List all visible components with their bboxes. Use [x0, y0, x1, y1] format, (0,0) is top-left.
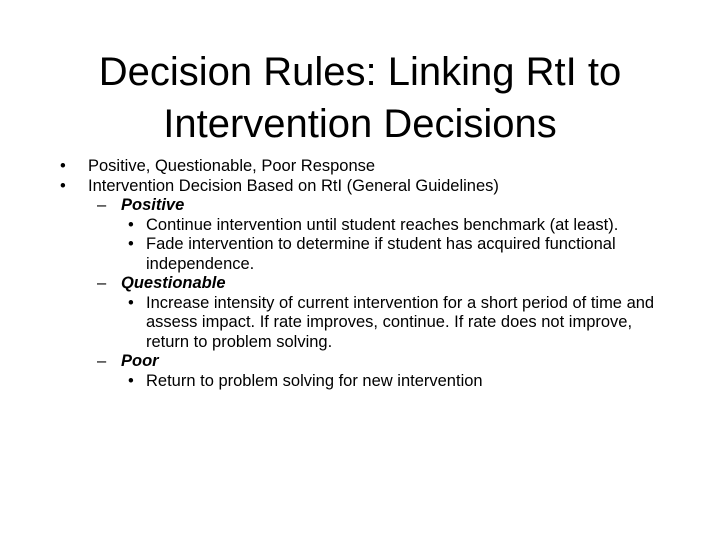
sub-bullet-item [0, 372, 666, 392]
dash-icon: – [97, 196, 107, 214]
dash-icon: – [97, 274, 107, 292]
sub-heading-label: Poor [121, 352, 159, 370]
bullet-icon: • [128, 235, 134, 253]
slide-title-line-1: Decision Rules: Linking RtI to [98, 50, 622, 94]
sub-bullet-text: Fade intervention to determine if student has acquired functional independence. [146, 235, 616, 273]
sub-bullet-text: Continue intervention until student reaches benchmark (at least). [146, 215, 619, 234]
dash-icon: – [97, 352, 107, 370]
bullet-icon: • [60, 176, 66, 195]
sub-heading-poor [0, 352, 720, 372]
bullet-item [0, 177, 720, 197]
sub-bullet-text: Return to problem solving for new intervention [146, 371, 483, 390]
sub-bullet-item [0, 294, 666, 353]
sub-bullet-item [0, 216, 666, 236]
bullet-item [0, 157, 720, 177]
slide-title [36, 46, 684, 150]
sub-heading-label: Questionable [121, 274, 226, 292]
sub-heading-positive [0, 196, 720, 216]
slide-body [0, 157, 720, 391]
sub-bullet-item [0, 235, 666, 274]
bullet-text: Intervention Decision Based on RtI (General Guidelines) [88, 176, 499, 195]
sub-heading-questionable [0, 274, 720, 294]
bullet-icon: • [128, 293, 134, 312]
bullet-text: Positive, Questionable, Poor Response [88, 157, 376, 175]
bullet-icon: • [60, 157, 66, 175]
bullet-icon: • [128, 371, 134, 390]
slide-title-line-2: Intervention Decisions [163, 102, 557, 146]
bullet-icon: • [128, 215, 134, 234]
sub-bullet-text: Increase intensity of current intervention for a short period of time and assess impact. If rate improves, continue. If rate does not improve, return to problem solving. [146, 293, 655, 351]
sub-heading-label: Positive [121, 196, 185, 214]
